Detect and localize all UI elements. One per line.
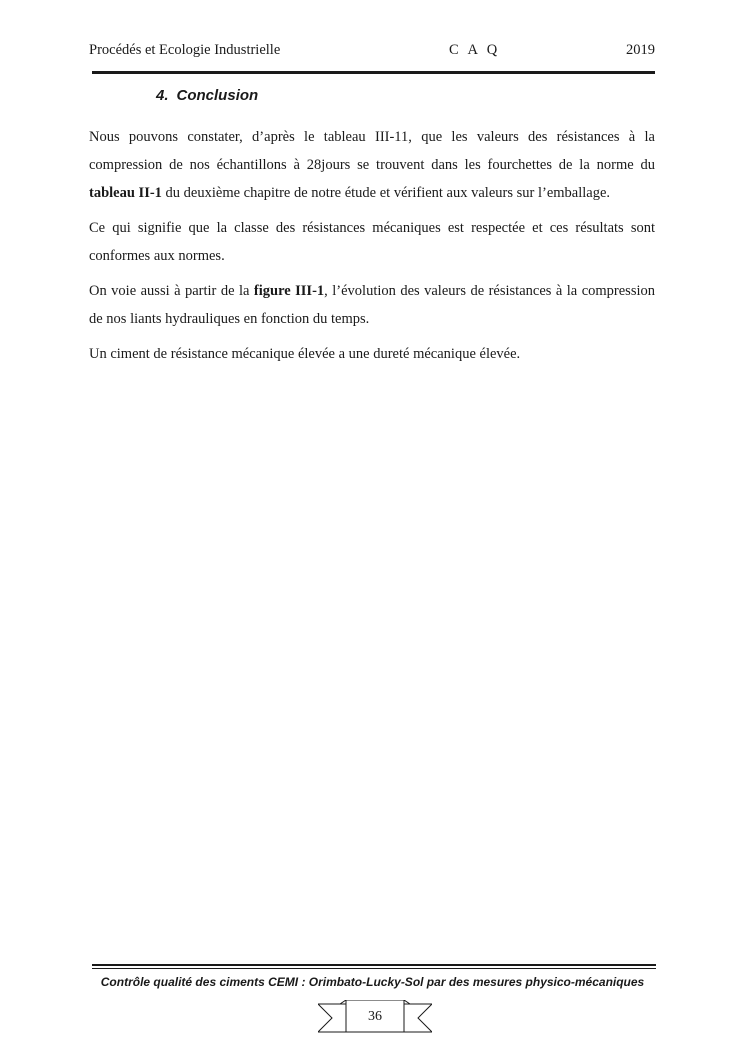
header-left-text: Procédés et Ecologie Industrielle xyxy=(89,42,281,58)
page-number-badge xyxy=(318,1000,432,1036)
header-year: 2019 xyxy=(626,42,655,58)
body-text xyxy=(89,123,655,375)
paragraph-3 xyxy=(89,277,655,333)
paragraph-2: Ce qui signifie que la classe des résistances mécaniques est respectée et ces résultats sont conformes aux normes. xyxy=(89,220,655,264)
footer-rule-thick xyxy=(92,964,656,966)
paragraph-1-text-a: Nous pouvons constater, d’après le tableau III-11, que les valeurs des résistances à la compression de nos échantillons à 28jours se trouvent dans les fourchettes de la norme du xyxy=(89,129,655,173)
footer-rule-thin xyxy=(92,968,656,969)
section-heading xyxy=(156,87,258,104)
paragraph-4: Un ciment de résistance mécanique élevée a une dureté mécanique élevée. xyxy=(89,346,521,362)
paragraph-1 xyxy=(89,123,655,207)
paragraph-3-text-a: On voie aussi à partir de la xyxy=(89,283,254,299)
header-center-text: C A Q xyxy=(449,42,501,58)
page-number: 36 xyxy=(368,1009,382,1024)
footer-title: Contrôle qualité des ciments CEMI : Orimbato-Lucky-Sol par des mesures physico-mécaniques xyxy=(100,975,645,989)
paragraph-1-text-b: du deuxième chapitre de notre étude et vérifient aux valeurs sur l’emballage. xyxy=(161,185,611,201)
paragraph-1-table-reference: tableau II-1 xyxy=(89,185,162,201)
page-header xyxy=(89,42,656,64)
header-rule xyxy=(92,71,655,74)
section-number: 4. xyxy=(156,87,169,104)
paragraph-3-figure-reference: figure III-1 xyxy=(253,283,325,299)
section-title: Conclusion xyxy=(176,87,259,104)
paragraph-3-text-b: , l’évolution des valeurs de résistances à la compression de nos liants hydrauliques en fonction du temps. xyxy=(89,283,655,327)
